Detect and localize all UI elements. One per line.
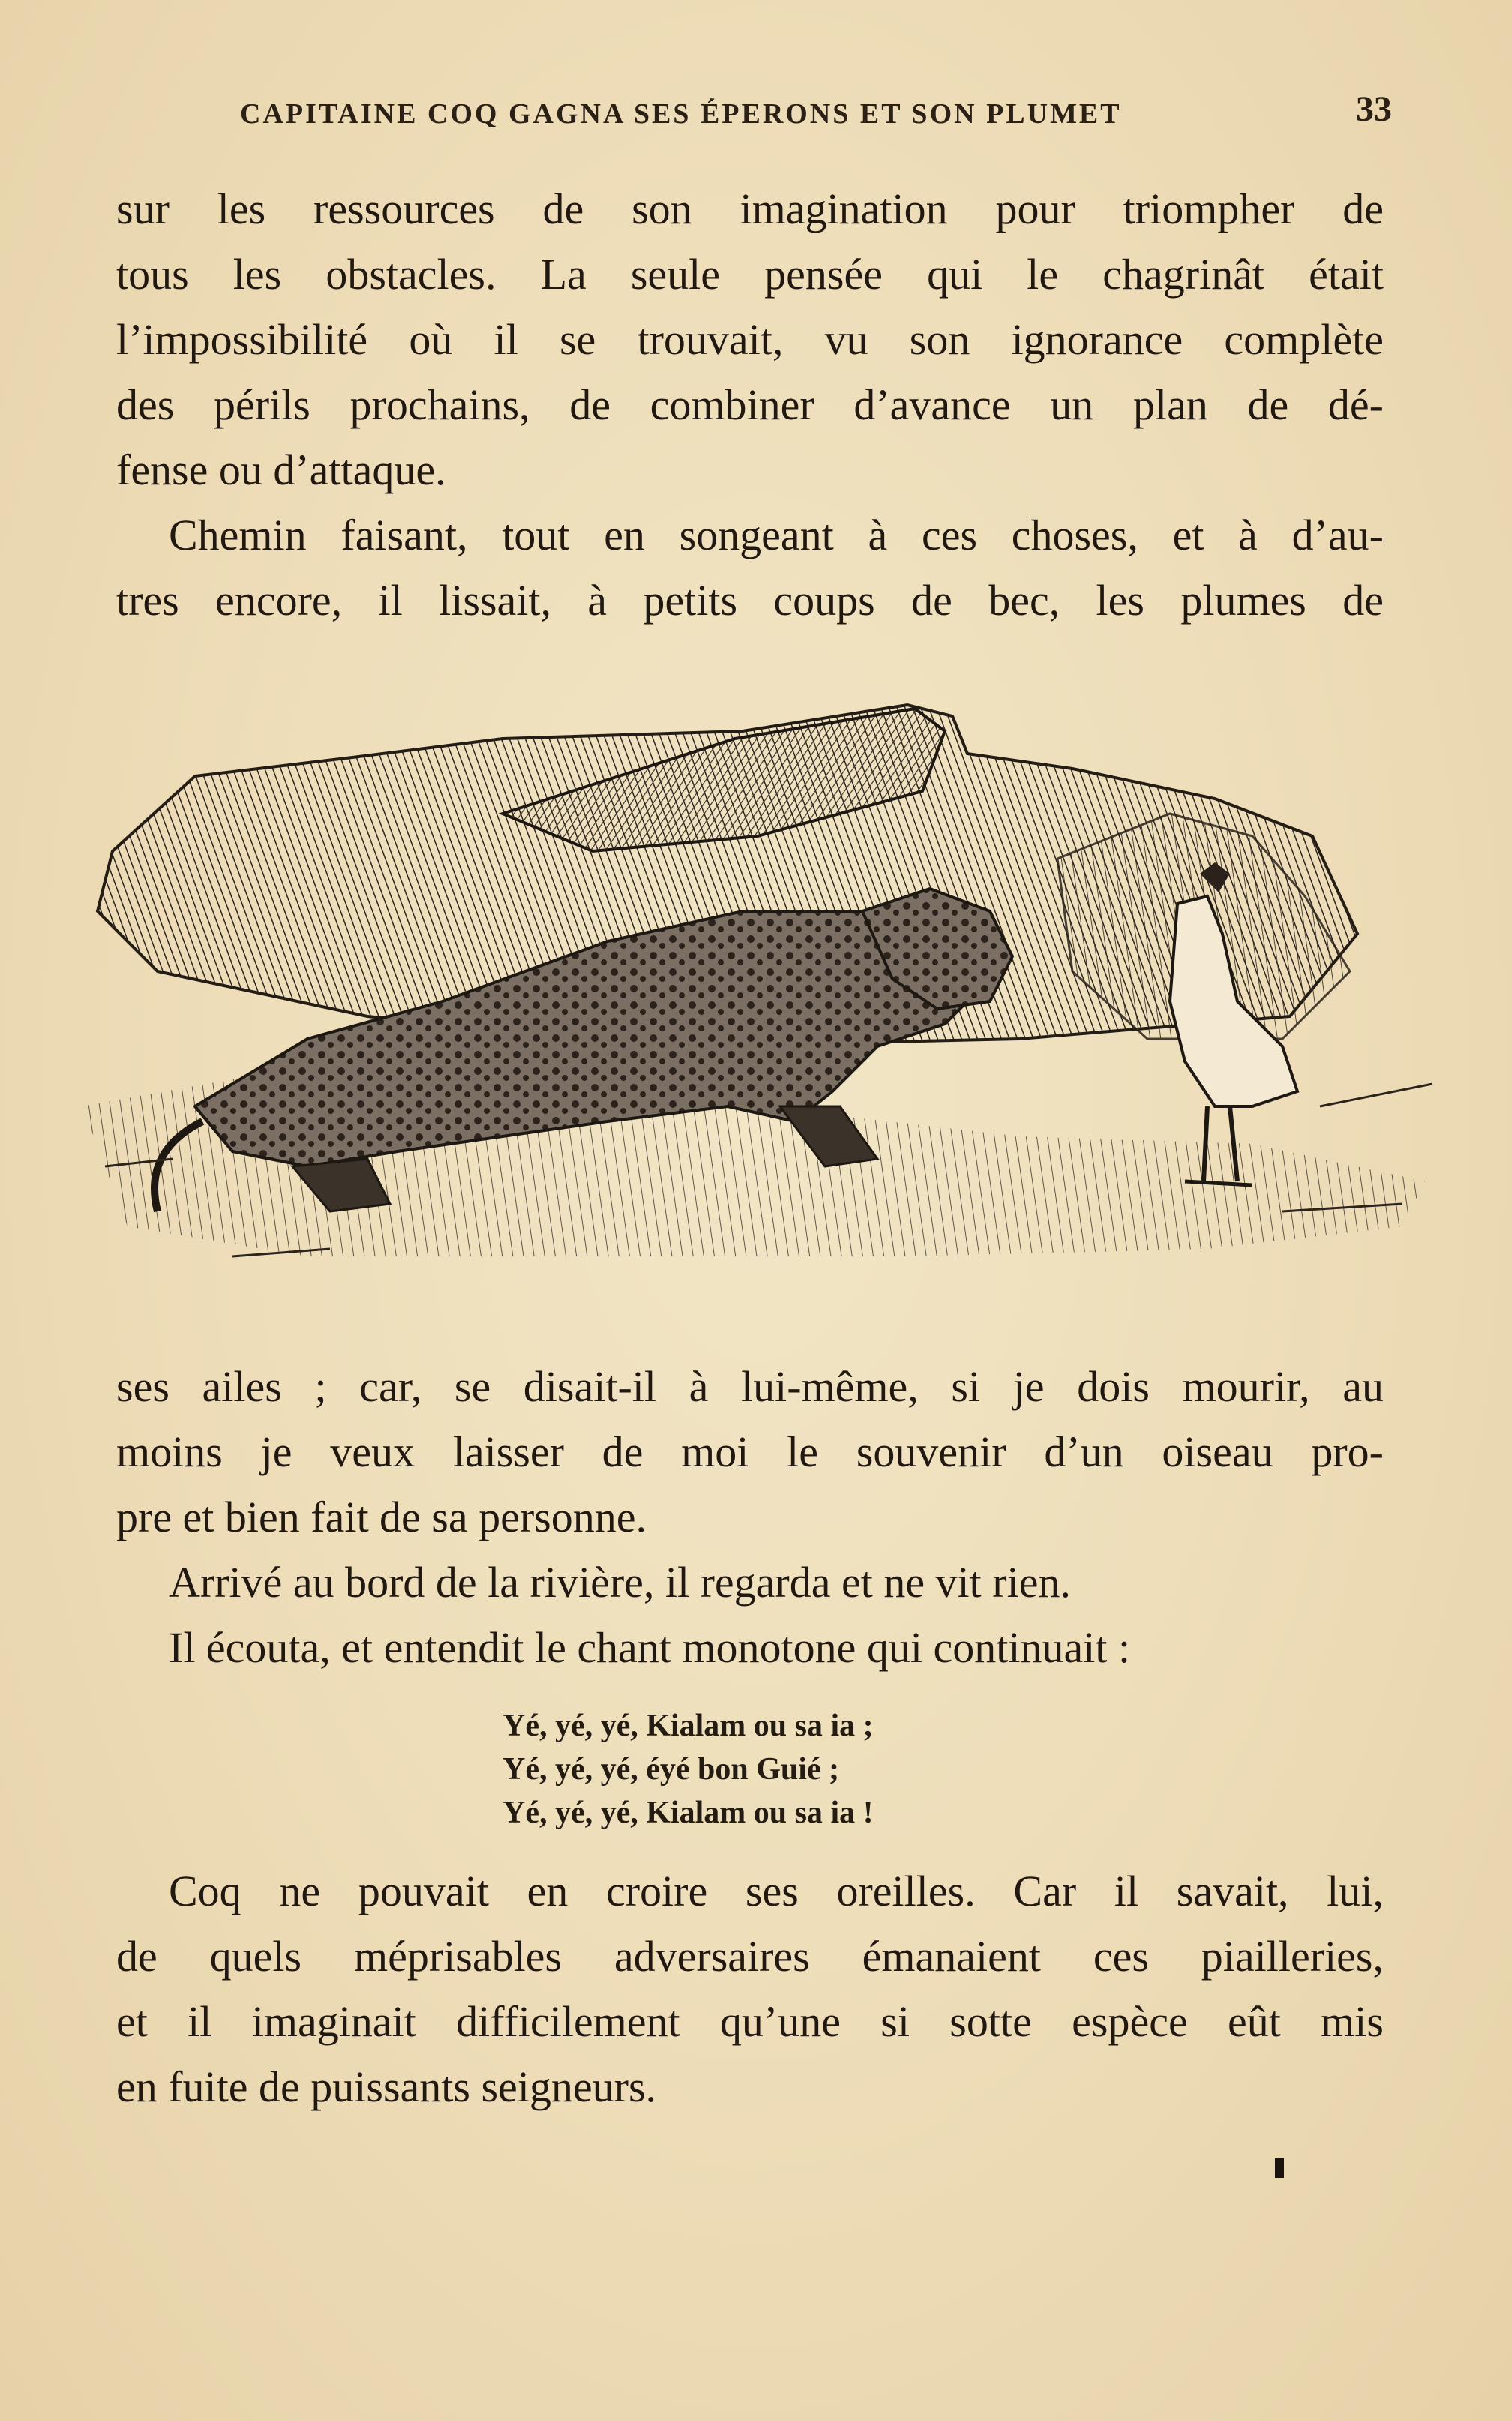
ink-mark	[1275, 2158, 1284, 2178]
page-header	[112, 88, 1392, 141]
text-line: tres encore, il lissait, à petits coups de bec, les plumes de	[116, 576, 1384, 625]
middle-paragraphs	[116, 1354, 1384, 1680]
text-line: ses ailes ; car, se disait-il à lui-même, si je dois mourir, au	[116, 1362, 1384, 1411]
bottom-paragraph	[116, 1858, 1384, 2120]
text-line: l’impossibilité où il se trouvait, vu son ignorance complète	[116, 315, 1384, 364]
verse-line: Yé, yé, yé, Kialam ou sa ia !	[502, 1796, 874, 1830]
running-head: CAPITAINE COQ GAGNA SES ÉPERONS ET SON PLUMET	[240, 98, 1122, 130]
text-line: de quels méprisables adversaires émanaient ces piailleries,	[116, 1932, 1384, 1981]
text-line: des périls prochains, de combiner d’avance un plan de dé-	[116, 380, 1384, 429]
top-paragraphs	[116, 176, 1384, 633]
text-line: moins je veux laisser de moi le souvenir d’un oiseau pro-	[116, 1427, 1384, 1476]
text-line: sur les ressources de son imagination pour triompher de	[116, 184, 1384, 233]
song-verse	[502, 1704, 874, 1834]
text-line: et il imaginait difficilement qu’une si sotte espèce eût mis	[116, 1997, 1384, 2046]
text-line: Il écouta, et entendit le chant monotone qui continuait :	[169, 1623, 1131, 1672]
text-line: pre et bien fait de sa personne.	[116, 1492, 646, 1541]
text-line: fense ou d’attaque.	[116, 446, 446, 494]
text-line: en fuite de puissants seigneurs.	[116, 2062, 657, 2111]
engraving-illustration	[82, 686, 1448, 1301]
text-line: Chemin faisant, tout en songeant à ces choses, et à d’au-	[169, 511, 1384, 560]
verse-line: Yé, yé, yé, éyé bon Guié ;	[502, 1752, 840, 1786]
text-line: tous les obstacles. La seule pensée qui le chagrinât était	[116, 250, 1384, 298]
verse-line: Yé, yé, yé, Kialam ou sa ia ;	[502, 1708, 874, 1743]
page-number: 33	[1356, 89, 1392, 129]
text-line: Arrivé au bord de la rivière, il regarda et ne vit rien.	[169, 1558, 1071, 1606]
text-line: Coq ne pouvait en croire ses oreilles. Car il savait, lui,	[169, 1867, 1384, 1916]
